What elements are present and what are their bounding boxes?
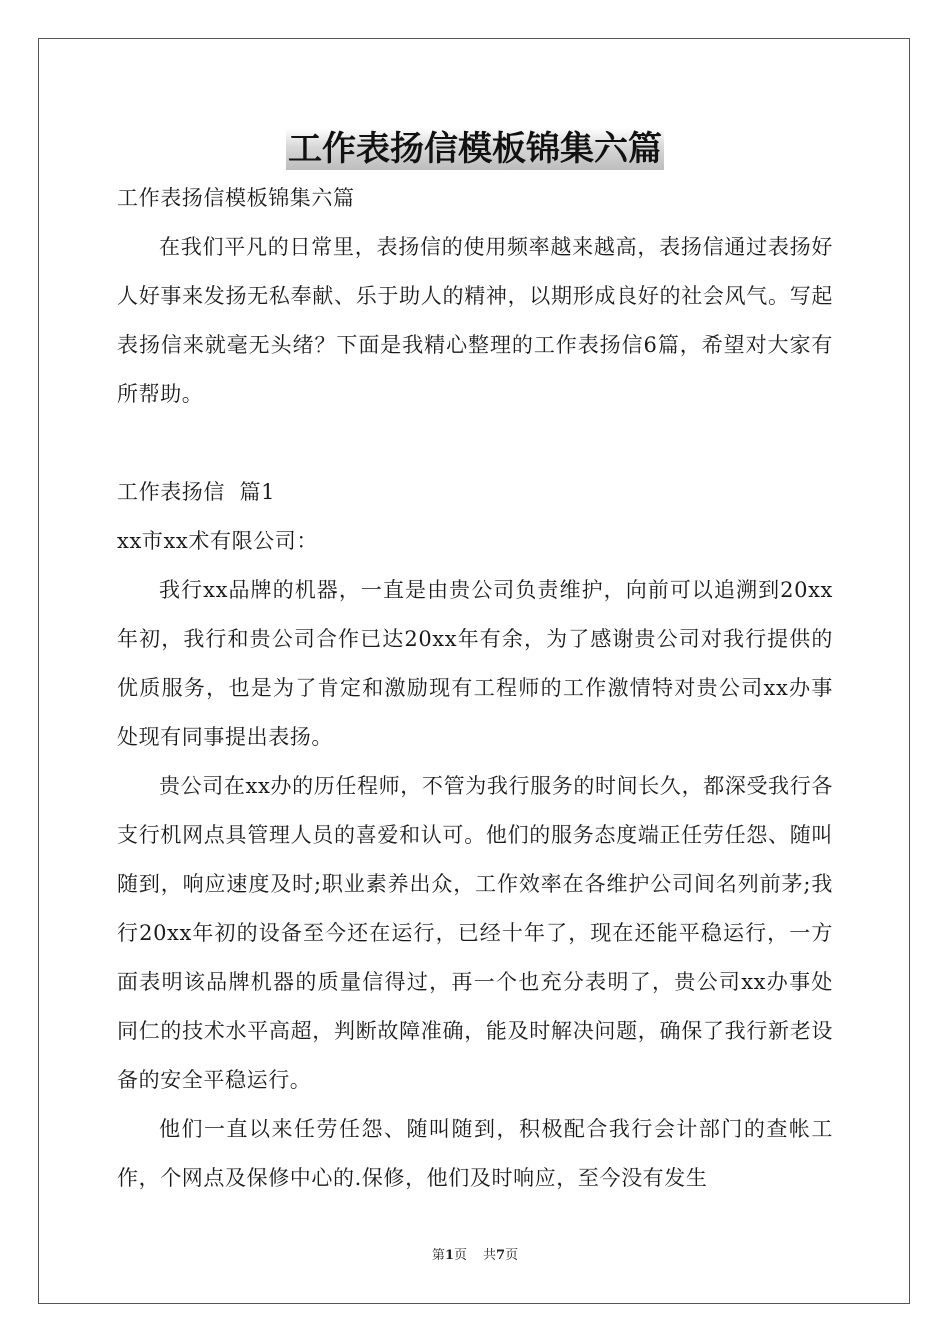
section-heading: 工作表扬信 篇1: [117, 480, 276, 504]
title-area: [0, 128, 950, 170]
document-title: 工作表扬信模板锦集六篇: [288, 129, 662, 169]
body-paragraph-2: 贵公司在xx办的历任程师，不管为我行服务的时间长久，都深受我行各支行机网点具管理人员的喜爱和认可。他们的服务态度端正任劳任怨、随叫随到，响应速度及时;职业素养出众，工作效率在各维护公司间名列前茅;我行20xx年初的设备至今还在运行，已经十年了，现在还能平稳运行，一方面表明该品牌机器的质量信得过，再一个也充分表明了，贵公司xx办事处同仁的技术水平高超，判断故障准确，能及时解决问题，确保了我行新老设备的安全平稳运行。: [117, 774, 833, 1092]
document-body: [117, 174, 833, 1203]
document-subtitle: 工作表扬信模板锦集六篇: [117, 186, 355, 210]
footer-total-prefix: 共: [483, 1248, 497, 1263]
intro-paragraph: 在我们平凡的日常里，表扬信的使用频率越来越高，表扬信通过表扬好人好事来发扬无私奉献、乐于助人的精神，以期形成良好的社会风气。写起表扬信来就毫无头绪？下面是我精心整理的工作表扬信6篇，希望对大家有所帮助。: [117, 235, 833, 406]
footer-total-unit: 页: [505, 1248, 519, 1263]
page-footer: [0, 1244, 950, 1263]
letter-salutation: xx市xx术有限公司：: [117, 529, 318, 553]
footer-page-prefix: 第: [431, 1248, 445, 1263]
body-paragraph-1: 我行xx品牌的机器，一直是由贵公司负责维护，向前可以追溯到20xx年初，我行和贵公司合作已达20xx年有余，为了感谢贵公司对我行提供的优质服务，也是为了肯定和激励现有工程师的工作激情特对贵公司xx办事处现有同事提出表扬。: [117, 578, 833, 749]
footer-page-total: 7: [496, 1248, 506, 1263]
footer-page-current: 1: [444, 1248, 454, 1263]
footer-page-unit: 页: [453, 1248, 467, 1263]
body-paragraph-3: 他们一直以来任劳任怨、随叫随到，积极配合我行会计部门的查帐工作，个网点及保修中心的.保修，他们及时响应，至今没有发生: [117, 1117, 833, 1190]
